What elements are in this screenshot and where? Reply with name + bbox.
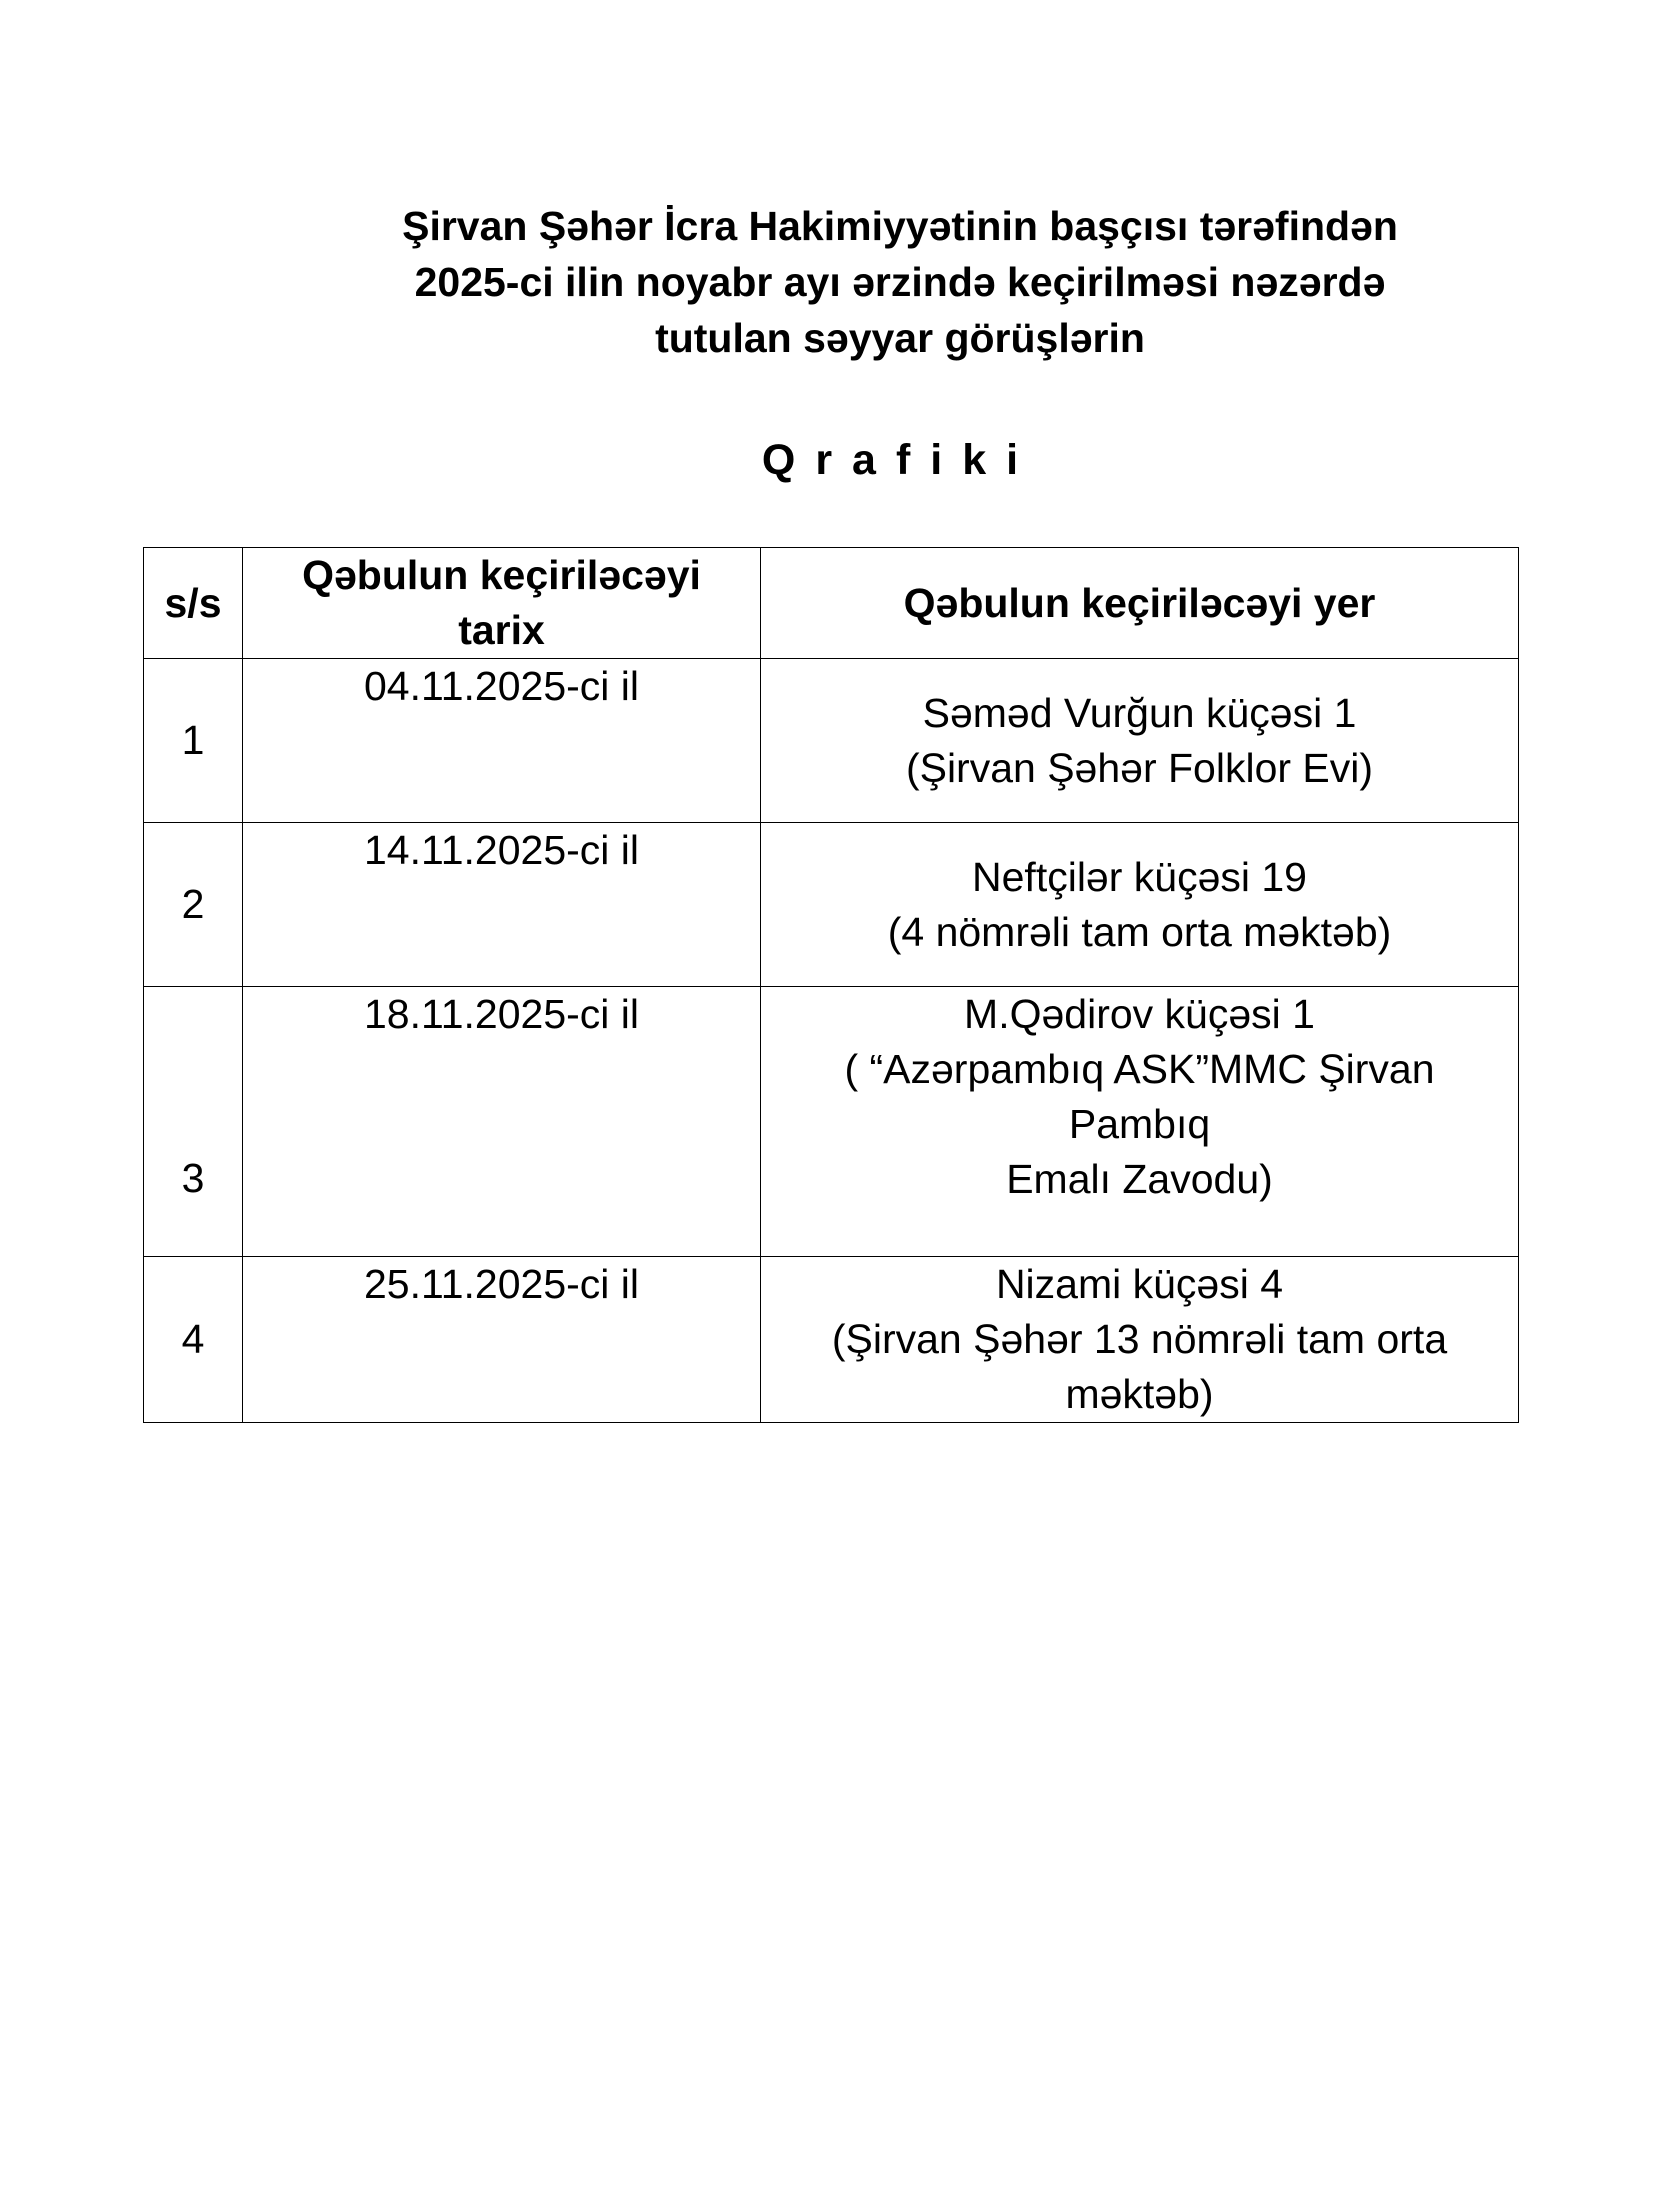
document-subtitle: Qrafiki (761, 436, 1039, 484)
header-date (243, 548, 761, 659)
row-date: 04.11.2025-ci il (243, 659, 761, 823)
place-line: (4 nömrəli tam orta məktəb) (887, 908, 1392, 955)
header-place: Qəbulun keçiriləcəyi yer (761, 548, 1519, 659)
table-row (144, 987, 1519, 1257)
document-heading (240, 198, 1560, 366)
place-line: (Şirvan Şəhər Folklor Evi) (905, 744, 1374, 791)
heading-line: Şirvan Şəhər İcra Hakimiyyətinin başçısı tərəfindən (402, 203, 1398, 249)
row-number: 3 (144, 987, 243, 1257)
row-place (761, 1257, 1519, 1423)
place-line: ( “Azərpambıq ASK”MMC Şirvan (844, 1046, 1435, 1092)
header-date-line: Qəbulun keçiriləcəyi (302, 552, 701, 598)
place-line: Səməd Vurğun küçəsi 1 (922, 689, 1357, 736)
schedule-table (143, 547, 1519, 1423)
row-date: 14.11.2025-ci il (243, 823, 761, 987)
table-row (144, 1257, 1519, 1423)
row-number: 1 (144, 659, 243, 823)
place-line: M.Qədirov küçəsi 1 (964, 991, 1315, 1037)
row-date: 25.11.2025-ci il (243, 1257, 761, 1423)
heading-line: 2025-ci ilin noyabr ayı ərzində keçirilməsi nəzərdə (414, 259, 1386, 305)
place-line: (Şirvan Şəhər 13 nömrəli tam orta (831, 1316, 1448, 1362)
place-line: məktəb) (1065, 1371, 1214, 1417)
place-line: Pambıq (1068, 1101, 1211, 1147)
header-date-line: tarix (458, 607, 545, 653)
row-place (761, 987, 1519, 1257)
place-line: Emalı Zavodu) (1006, 1156, 1273, 1202)
heading-line: tutulan səyyar görüşlərin (655, 315, 1145, 361)
row-place (761, 823, 1519, 987)
place-line: Nizami küçəsi 4 (995, 1261, 1284, 1307)
table-row (144, 823, 1519, 987)
row-date: 18.11.2025-ci il (243, 987, 761, 1257)
header-number: s/s (144, 548, 243, 659)
table-row (144, 659, 1519, 823)
place-line: Neftçilər küçəsi 19 (972, 853, 1307, 900)
row-place (761, 659, 1519, 823)
table-header-row (144, 548, 1519, 659)
row-number: 4 (144, 1257, 243, 1423)
row-number: 2 (144, 823, 243, 987)
